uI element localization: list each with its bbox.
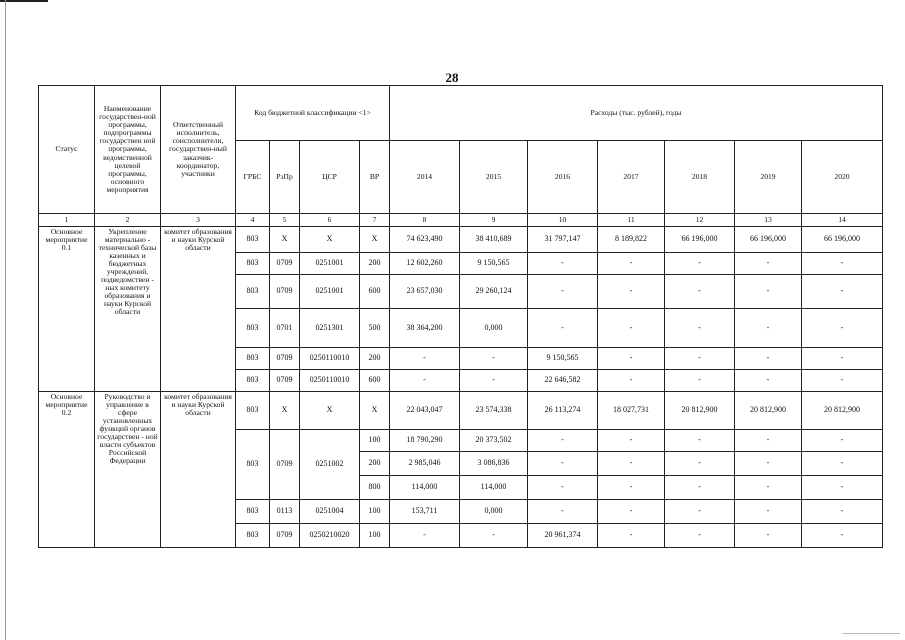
cell-value: -	[802, 275, 883, 309]
cell-value: 20 812,900	[802, 392, 883, 430]
column-number: 7	[360, 214, 390, 227]
page-number: 28	[445, 70, 459, 85]
column-number: 11	[598, 214, 665, 227]
budget-table	[38, 85, 883, 548]
cell-value: 3 086,836	[460, 452, 528, 476]
cell-rzpr: 0709	[270, 348, 300, 370]
column-number: 13	[735, 214, 802, 227]
header-year: 2015	[460, 141, 528, 214]
cell-value: 20 812,900	[735, 392, 802, 430]
cell-value: 9 150,565	[460, 253, 528, 275]
cell-value: -	[802, 309, 883, 348]
cell-vr: 100	[360, 430, 390, 452]
column-number: 3	[161, 214, 236, 227]
cell-value: -	[460, 524, 528, 548]
cell-csr: Х	[300, 227, 360, 253]
table-row	[39, 392, 883, 430]
cell-rzpr: 0113	[270, 500, 300, 524]
cell-value: -	[665, 348, 735, 370]
column-number: 2	[95, 214, 161, 227]
cell-value: 114,000	[460, 476, 528, 500]
cell-value: -	[665, 476, 735, 500]
cell-value: -	[665, 253, 735, 275]
cell-grbs: 803	[236, 392, 270, 430]
cell-vr: 800	[360, 476, 390, 500]
cell-value: 66 196,000	[802, 227, 883, 253]
cell-vr: 200	[360, 253, 390, 275]
cell-value: -	[528, 452, 598, 476]
cell-value: -	[735, 430, 802, 452]
header-year: 2019	[735, 141, 802, 214]
cell-value: -	[390, 524, 460, 548]
cell-value: 74 623,490	[390, 227, 460, 253]
cell-value: -	[802, 430, 883, 452]
cell-value: 20 812,900	[665, 392, 735, 430]
header-vr: ВР	[360, 141, 390, 214]
cell-value: 22 646,582	[528, 370, 598, 392]
column-number: 10	[528, 214, 598, 227]
cell-value: -	[598, 348, 665, 370]
column-number: 14	[802, 214, 883, 227]
header-status: Статус	[39, 86, 95, 214]
cell-value: -	[735, 500, 802, 524]
header-year: 2018	[665, 141, 735, 214]
table-header	[39, 86, 883, 227]
header-year: 2014	[390, 141, 460, 214]
cell-value: -	[598, 275, 665, 309]
cell-grbs: 803	[236, 348, 270, 370]
cell-value: 66 196,000	[665, 227, 735, 253]
cell-rzpr: 0701	[270, 309, 300, 348]
cell-value: -	[528, 275, 598, 309]
cell-value: -	[665, 275, 735, 309]
cell-value: -	[665, 500, 735, 524]
column-number: 8	[390, 214, 460, 227]
cell-value: 18 790,290	[390, 430, 460, 452]
header-program-name: Наименование государствен-ной программы, подпрограммы государствен ной программы, ведомственной целевой программы, основного мероприятия	[95, 86, 161, 214]
group1-name: Укрепление материально - технической базы казенных и бюджетных учреждений, подведомствен - ных комитету образования и науки Курской области	[95, 227, 161, 392]
cell-rzpr: Х	[270, 392, 300, 430]
cell-value: 114,000	[390, 476, 460, 500]
cell-csr: 0250110010	[300, 370, 360, 392]
cell-value: -	[460, 348, 528, 370]
table-body	[39, 227, 883, 548]
cell-value: -	[802, 524, 883, 548]
cell-rzpr: Х	[270, 227, 300, 253]
cell-value: -	[598, 452, 665, 476]
cell-value: -	[802, 452, 883, 476]
cell-vr: 600	[360, 370, 390, 392]
header-csr: ЦСР	[300, 141, 360, 214]
cell-rzpr: 0709	[270, 524, 300, 548]
cell-value: 23 574,338	[460, 392, 528, 430]
cell-csr: Х	[300, 392, 360, 430]
cell-value: -	[665, 370, 735, 392]
left-margin-rule	[5, 0, 6, 640]
cell-value: 0,000	[460, 500, 528, 524]
header-expenses: Расходы (тыс. рублей), годы	[390, 86, 883, 141]
cell-grbs: 803	[236, 370, 270, 392]
cell-csr: 0250110010	[300, 348, 360, 370]
column-number-row	[39, 214, 883, 227]
cell-value: -	[598, 476, 665, 500]
cell-value: 66 196,000	[735, 227, 802, 253]
header-responsible: Ответственный исполнитель, соисполнители, государствен-ный заказчик-координатор, участники	[161, 86, 236, 214]
group2-name: Руководство и управление в сфере установленных функций органов государствен - ной власти субъектов Российской Федерации	[95, 392, 161, 548]
cell-value: -	[598, 500, 665, 524]
cell-value: 8 189,822	[598, 227, 665, 253]
cell-grbs: 803	[236, 227, 270, 253]
cell-vr: 600	[360, 275, 390, 309]
cell-value: -	[390, 370, 460, 392]
column-number: 1	[39, 214, 95, 227]
cell-rzpr: 0709	[270, 370, 300, 392]
header-budget-code: Код бюджетной классификации <1>	[236, 86, 390, 141]
group1-responsible: комитет образования и науки Курской области	[161, 227, 236, 392]
header-rzpr: РзПр	[270, 141, 300, 214]
cell-vr: 500	[360, 309, 390, 348]
cell-value: -	[528, 430, 598, 452]
cell-csr: 0251004	[300, 500, 360, 524]
cell-value: 20 373,502	[460, 430, 528, 452]
cell-value: -	[598, 253, 665, 275]
cell-value: 31 797,147	[528, 227, 598, 253]
cell-csr: 0251001	[300, 253, 360, 275]
cell-value: -	[528, 253, 598, 275]
column-number: 6	[300, 214, 360, 227]
cell-value: 38 364,200	[390, 309, 460, 348]
cell-value: -	[598, 430, 665, 452]
cell-rzpr: 0709	[270, 430, 300, 500]
cell-value: -	[735, 275, 802, 309]
cell-value: -	[598, 309, 665, 348]
cell-value: 23 657,030	[390, 275, 460, 309]
cell-grbs: 803	[236, 275, 270, 309]
cell-value: 38 410,689	[460, 227, 528, 253]
cell-value: 20 961,374	[528, 524, 598, 548]
cell-value: -	[598, 370, 665, 392]
group2-responsible: комитет образования и науки Курской области	[161, 392, 236, 548]
cell-grbs: 803	[236, 524, 270, 548]
cell-vr: 200	[360, 452, 390, 476]
table-row	[39, 227, 883, 253]
header-year: 2017	[598, 141, 665, 214]
cell-value: -	[735, 524, 802, 548]
header-year: 2016	[528, 141, 598, 214]
cell-value: -	[665, 309, 735, 348]
cell-value: -	[528, 309, 598, 348]
cell-value: 0,000	[460, 309, 528, 348]
cell-value: -	[528, 476, 598, 500]
scan-artifact-line	[842, 633, 900, 634]
cell-value: 29 260,124	[460, 275, 528, 309]
header-grbs: ГРБС	[236, 141, 270, 214]
cell-value: 12 602,260	[390, 253, 460, 275]
cell-value: -	[802, 348, 883, 370]
cell-vr: 200	[360, 348, 390, 370]
cell-value: 18 027,731	[598, 392, 665, 430]
column-number: 4	[236, 214, 270, 227]
cell-value: -	[598, 524, 665, 548]
column-number: 9	[460, 214, 528, 227]
cell-value: -	[735, 476, 802, 500]
cell-value: -	[665, 452, 735, 476]
cell-value: -	[735, 309, 802, 348]
cell-csr: 0251002	[300, 430, 360, 500]
cell-grbs: 803	[236, 253, 270, 275]
cell-vr: 100	[360, 500, 390, 524]
cell-grbs: 803	[236, 430, 270, 500]
cell-value: -	[802, 370, 883, 392]
cell-value: -	[528, 500, 598, 524]
group1-status: Основное мероприятие 0.1	[39, 227, 95, 392]
cell-value: 9 150,565	[528, 348, 598, 370]
cell-rzpr: 0709	[270, 275, 300, 309]
cell-value: -	[802, 500, 883, 524]
cell-vr: Х	[360, 227, 390, 253]
header-year: 2020	[802, 141, 883, 214]
cell-value: -	[735, 370, 802, 392]
cell-value: -	[735, 348, 802, 370]
top-edge-rule	[0, 0, 48, 2]
cell-value: 153,711	[390, 500, 460, 524]
cell-value: -	[665, 430, 735, 452]
cell-value: 2 985,046	[390, 452, 460, 476]
column-number: 12	[665, 214, 735, 227]
cell-value: -	[390, 348, 460, 370]
cell-vr: Х	[360, 392, 390, 430]
cell-grbs: 803	[236, 500, 270, 524]
cell-csr: 0250210020	[300, 524, 360, 548]
cell-csr: 0251301	[300, 309, 360, 348]
cell-value: -	[665, 524, 735, 548]
cell-value: 26 113,274	[528, 392, 598, 430]
cell-grbs: 803	[236, 309, 270, 348]
cell-value: 22 043,047	[390, 392, 460, 430]
column-number: 5	[270, 214, 300, 227]
cell-vr: 100	[360, 524, 390, 548]
cell-value: -	[802, 253, 883, 275]
group2-status: Основное мероприятие 0.2	[39, 392, 95, 548]
cell-value: -	[802, 476, 883, 500]
cell-rzpr: 0709	[270, 253, 300, 275]
cell-value: -	[460, 370, 528, 392]
cell-csr: 0251001	[300, 275, 360, 309]
cell-value: -	[735, 452, 802, 476]
cell-value: -	[735, 253, 802, 275]
